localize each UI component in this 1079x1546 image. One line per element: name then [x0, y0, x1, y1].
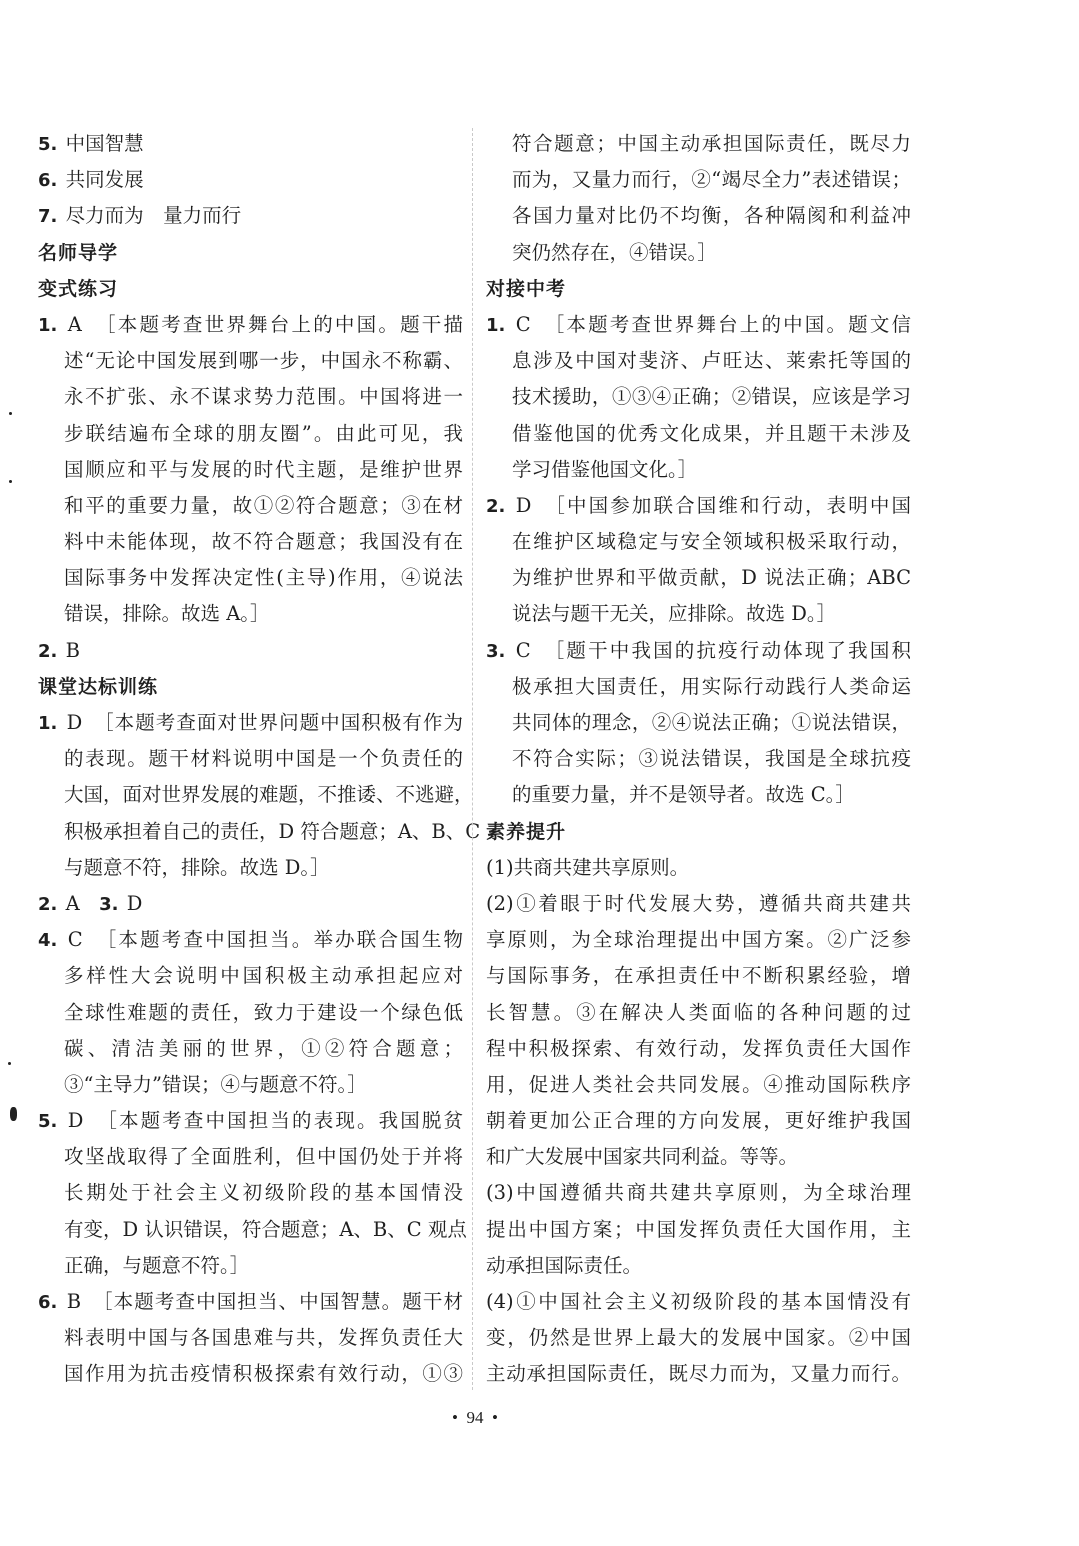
line-text: 变，仍然是世界上最大的发展中国家。②中国: [486, 1326, 911, 1350]
line-text: ③“主导力”错误；④与题意不符。］: [64, 1072, 367, 1096]
line-text: 说法与题干无关，应排除。故选 D。］: [512, 602, 837, 626]
line-text: 共同发展: [59, 168, 144, 192]
scan-speck: [10, 1107, 17, 1121]
text-line: [486, 777, 911, 813]
text-line: [38, 1031, 463, 1067]
text-line: [486, 995, 911, 1031]
line-text: B ［本题考查中国担当、中国智慧。题干材: [59, 1290, 463, 1313]
text-line: [38, 596, 463, 632]
answer-item: [38, 886, 463, 922]
line-text: 正确，与题意不符。］: [64, 1253, 250, 1277]
scan-speck: [8, 1062, 11, 1065]
text-line: [38, 524, 463, 560]
text-line: [486, 416, 911, 452]
line-text: 和广大发展中国家共同利益。等等。: [486, 1145, 799, 1169]
text-line: [486, 126, 911, 162]
item-number: 3.: [99, 893, 119, 915]
line-text: D ［中国参加联合国维和行动，表明中国: [507, 493, 911, 517]
line-text: 朝着更加公正合理的方向发展，更好维护我国: [486, 1109, 911, 1133]
line-text: 与题意不符，排除。故选 D。］: [64, 855, 330, 879]
line-text: 尽力而为 量力而行: [59, 204, 242, 228]
item-number: 2.: [486, 495, 506, 517]
answer-item: [38, 198, 463, 234]
line-text: 不符合实际；③说法错误，我国是全球抗疫: [512, 747, 911, 771]
item-number: 6.: [38, 170, 58, 192]
text-line: [38, 958, 463, 994]
text-line: [486, 162, 911, 198]
line-text: 息涉及中国对斐济、卢旺达、莱索托等国的: [512, 349, 911, 373]
line-text: 提出中国方案；中国发挥负责任大国作用，主: [486, 1217, 911, 1241]
text-line: [486, 886, 911, 922]
text-line: [486, 379, 911, 415]
line-text: 国作用为抗击疫情积极探索有效行动，①③: [64, 1362, 463, 1386]
line-text: 长智慧。③在解决人类面临的各种问题的过: [486, 1000, 911, 1024]
line-text: 国顺应和平与发展的时代主题，是维护世界: [64, 457, 463, 481]
text-line: [486, 452, 911, 488]
line-text: 永不扩张、永不谋求势力范围。中国将进一: [64, 385, 463, 409]
section-heading: 课堂达标训练: [38, 675, 159, 698]
line-text: 碳、清洁美丽的世界，①②符合题意；: [64, 1036, 463, 1060]
answer-item: [38, 705, 463, 741]
text-line: [486, 560, 911, 596]
line-text: 学习借鉴他国文化。］: [512, 457, 698, 481]
line-text: 料中未能体现，故不符合题意；我国没有在: [64, 530, 463, 554]
text-line: [38, 560, 463, 596]
item-number: 2.: [38, 893, 58, 915]
text-line: [38, 1175, 463, 1211]
line-text: 符合题意；中国主动承担国际责任，既尽力: [512, 132, 911, 155]
text-line: [486, 343, 911, 379]
text-line: [486, 1212, 911, 1248]
line-text: 极承担大国责任，用实际行动践行人类命运: [512, 674, 911, 698]
item-number: 6.: [38, 1292, 58, 1313]
text-line: [38, 850, 463, 886]
answer-item: [38, 922, 463, 958]
answer-item: [38, 633, 463, 669]
line-text: 技术援助，①③④正确；②错误，应该是学习: [512, 385, 911, 409]
item-number: 1.: [38, 713, 58, 734]
text-line: [38, 343, 463, 379]
line-text: 突仍然存在，④错误。］: [512, 240, 717, 264]
item-number: 5.: [38, 1111, 58, 1133]
text-line: [38, 1067, 463, 1103]
section-heading: 变式练习: [38, 277, 119, 300]
answer-item: [38, 126, 463, 162]
text-line: [486, 1356, 911, 1392]
item-number: 3.: [486, 640, 506, 662]
page-number-value: 94: [466, 1408, 484, 1427]
line-text: (1)共商共建共享原则。: [486, 855, 690, 879]
text-line: [38, 741, 463, 777]
line-text: 多样性大会说明中国积极主动承担起应对: [64, 964, 463, 988]
line-text: 大国，面对世界发展的难题，不推诿、不逃避，: [64, 783, 474, 807]
item-number: 4.: [38, 930, 58, 952]
line-text: D ［本题考查面对世界问题中国积极有作为: [59, 711, 463, 734]
line-text: 而为，又量力而行，②“竭尽全力”表述错误；: [512, 168, 911, 192]
line-text: A ［本题考查世界舞台上的中国。题干描: [59, 312, 463, 336]
text-line: [486, 1067, 911, 1103]
column-divider: [472, 128, 473, 1390]
line-text: 用，促进人类社会共同发展。④推动国际秩序: [486, 1072, 911, 1096]
section-heading: 对接中考: [486, 277, 567, 300]
line-text: 借鉴他国的优秀文化成果，并且题干未涉及: [512, 421, 911, 445]
page-number: • 94 •: [452, 1408, 498, 1427]
text-line: [486, 850, 911, 886]
item-number: 1.: [38, 314, 58, 336]
text-line: [38, 995, 463, 1031]
text-line: [486, 1248, 911, 1284]
text-line: [38, 1320, 463, 1356]
text-line: [486, 922, 911, 958]
text-line: [486, 235, 911, 271]
line-text: 为维护世界和平做贡献，D 说法正确；ABC: [512, 566, 911, 590]
answer-item: [38, 1284, 463, 1320]
item-number: 1.: [486, 314, 506, 336]
text-line: [486, 741, 911, 777]
line-text: 各国力量对比仍不均衡，各种隔阂和利益冲: [512, 204, 911, 228]
line-text: 全球性难题的责任，致力于建设一个绿色低: [64, 1000, 463, 1024]
line-text: (2)①着眼于时代发展大势，遵循共商共建共: [486, 891, 911, 915]
line-text: 长期处于社会主义初级阶段的基本国情没: [64, 1181, 463, 1205]
text-line: [486, 1139, 911, 1175]
line-text: 享原则，为全球治理提出中国方案。②广泛参: [486, 928, 911, 952]
answer-item: [38, 162, 463, 198]
text-line: [486, 1103, 911, 1139]
line-text: 攻坚战取得了全面胜利，但中国仍处于并将: [64, 1145, 463, 1169]
line-text: (4)①中国社会主义初级阶段的基本国情没有: [486, 1290, 911, 1313]
answer-item: [486, 633, 911, 669]
text-line: [38, 777, 474, 813]
section-heading: 名师导学: [38, 241, 119, 264]
line-text: 和平的重要力量，故①②符合题意；③在材: [64, 493, 463, 517]
text-line: [486, 669, 911, 705]
text-line: [38, 379, 463, 415]
line-text: 有变，D 认识错误，符合题意；A、B、C 观点: [64, 1217, 467, 1241]
line-text: 在维护区域稳定与安全领域积极采取行动，: [512, 530, 911, 554]
text-line: [486, 524, 911, 560]
text-line: [486, 958, 911, 994]
text-line: [486, 1031, 911, 1067]
text-line: [486, 705, 911, 741]
left-column: [38, 126, 481, 1393]
line-text: C ［题干中我国的抗疫行动体现了我国积: [507, 638, 911, 662]
line-text: C ［本题考查中国担当。举办联合国生物: [59, 928, 463, 952]
text-line: [486, 1175, 911, 1211]
answer-item: [38, 307, 463, 343]
line-text: 述“无论中国发展到哪一步，中国永不称霸、: [64, 349, 463, 373]
text-line: [486, 1320, 911, 1356]
line-text: 与国际事务，在承担责任中不断积累经验，增: [486, 964, 911, 988]
text-line: [38, 1139, 463, 1175]
answer-item: [486, 307, 911, 343]
line-text: A: [59, 891, 100, 915]
line-text: B: [59, 638, 80, 662]
line-text: 的重要力量，并不是领导者。故选 C。］: [512, 783, 855, 807]
scan-speck: [9, 480, 12, 483]
answer-item: [38, 1103, 463, 1139]
line-text: D ［本题考查中国担当的表现。我国脱贫: [59, 1109, 463, 1133]
text-line: [486, 1284, 911, 1320]
text-line: [38, 1212, 467, 1248]
line-text: C ［本题考查世界舞台上的中国。题文信: [507, 312, 911, 336]
text-line: [38, 1248, 463, 1284]
item-number: 5.: [38, 134, 58, 155]
text-line: [38, 814, 481, 850]
line-text: 的表现。题干材料说明中国是一个负责任的: [64, 747, 463, 771]
line-text: (3)中国遵循共商共建共享原则，为全球治理: [486, 1181, 911, 1205]
text-line: [38, 452, 463, 488]
line-text: 主动承担国际责任，既尽力而为，又量力而行。: [486, 1362, 911, 1386]
section-heading: 素养提升: [486, 820, 567, 843]
line-text: 中国智慧: [59, 132, 144, 155]
item-number: 7.: [38, 206, 58, 228]
text-line: [38, 488, 463, 524]
scan-speck: [9, 412, 12, 415]
text-line: [486, 198, 911, 234]
line-text: 步联结遍布全球的朋友圈”。由此可见，我: [64, 421, 463, 445]
text-line: [38, 1356, 463, 1392]
line-text: 程中积极探索、有效行动，发挥负责任大国作: [486, 1036, 911, 1060]
line-text: 积极承担着自己的责任，D 符合题意；A、B、C: [64, 819, 481, 843]
item-number: 2.: [38, 640, 58, 662]
text-line: [38, 416, 463, 452]
text-line: [486, 596, 911, 632]
answer-item: [486, 488, 911, 524]
line-text: 国际事务中发挥决定性(主导)作用，④说法: [64, 566, 463, 590]
line-text: 共同体的理念，②④说法正确；①说法错误，: [512, 711, 911, 734]
line-text: 料表明中国与各国患难与共，发挥负责任大: [64, 1326, 463, 1350]
line-text: 错误，排除。故选 A。］: [64, 602, 270, 626]
right-column: [486, 126, 911, 1393]
line-text: 动承担国际责任。: [486, 1253, 643, 1277]
line-text: D: [120, 891, 143, 915]
